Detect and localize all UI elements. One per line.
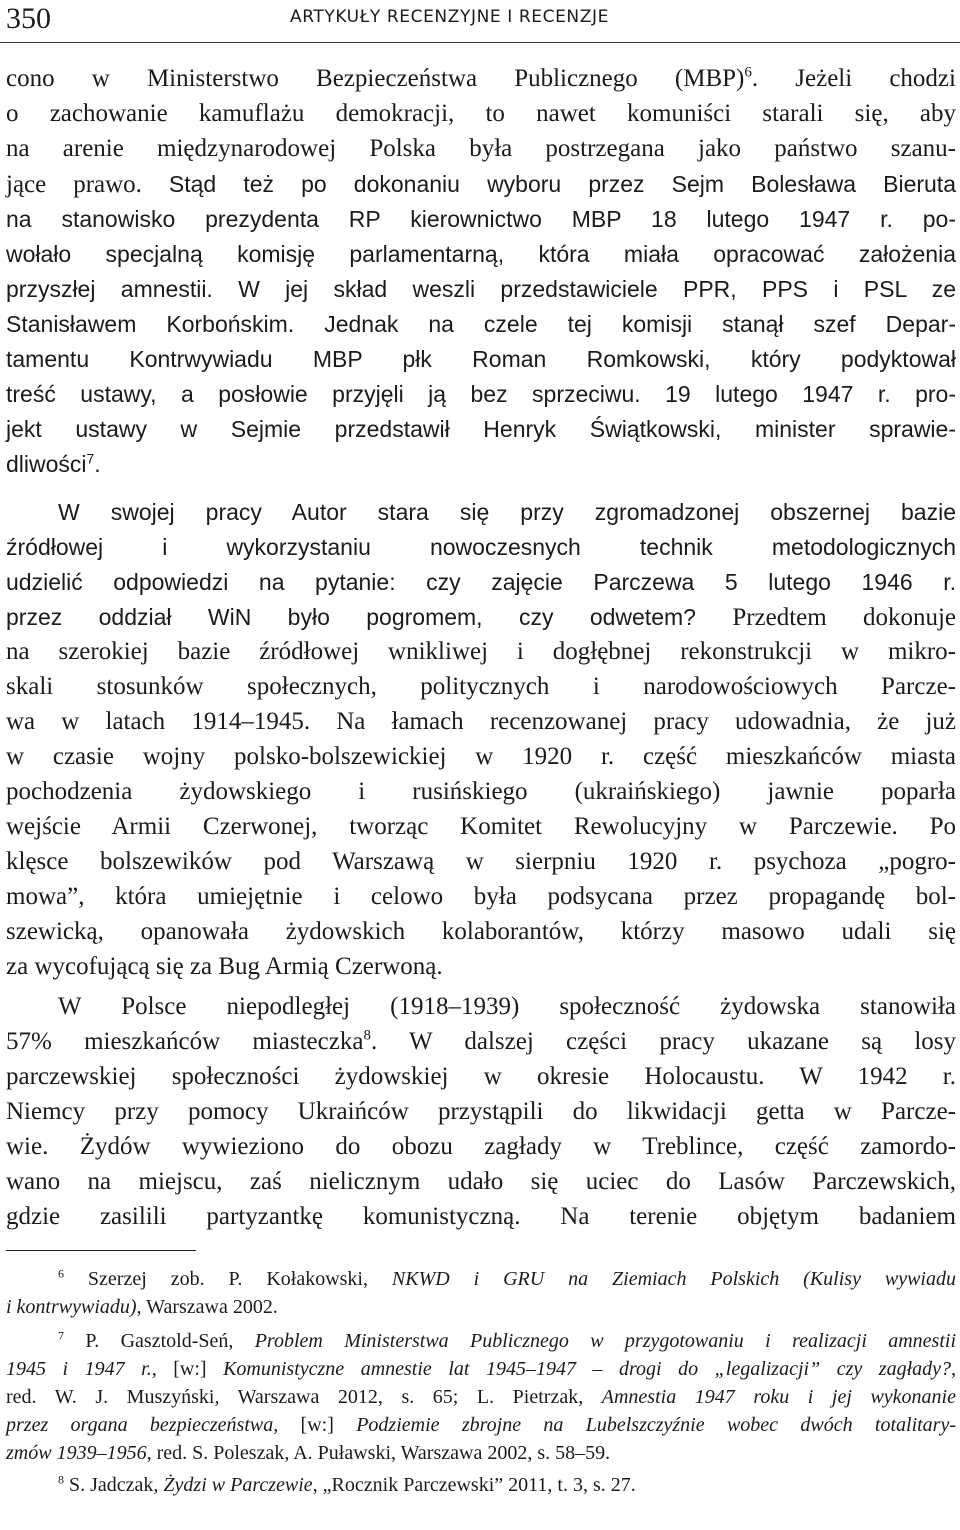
body-line: wejście Armii Czerwonej, tworząc Komitet Rewolucyjny w Parczewie. Po xyxy=(6,813,956,840)
text-run: przez oddział WiN było pogromem, czy odwetem? xyxy=(6,604,733,630)
text-run: 1945 i 1947 r. xyxy=(6,1358,152,1380)
text-run: . W dalszej części pracy ukazane są losy xyxy=(370,1028,956,1055)
text-run: dliwości xyxy=(6,451,87,477)
text-run: Żydzi w Parczewie xyxy=(163,1474,313,1496)
body-line: gdzie zasilili partyzantkę komunistyczną. Na terenie objętym badaniem xyxy=(6,1203,956,1230)
footnote-ref-8: 8 xyxy=(363,1027,371,1044)
footnote-ref-6: 6 xyxy=(744,64,752,81)
body-line: w czasie wojny polsko-bolszewickiej w 1920 r. część mieszkańców miasta xyxy=(6,743,956,770)
text-run: , xyxy=(951,1358,957,1380)
text-run: Problem Ministerstwa Publicznego w przygotowaniu i realizacji amnestii xyxy=(254,1330,956,1352)
footnote-7-cont xyxy=(6,1440,956,1467)
body-line: jekt ustawy w Sejmie przedstawił Henryk Świątkowski, minister sprawie- xyxy=(6,416,956,442)
text-run: , „Rocznik Parczewski” 2011, t. 3, s. 27. xyxy=(312,1474,636,1496)
body-line: wa w latach 1914–1945. Na łamach recenzowanej pracy udowadnia, że już xyxy=(6,708,956,735)
body-line xyxy=(6,447,956,481)
text-run: , Warszawa 2002. xyxy=(136,1296,278,1318)
text-run: Amnestia 1947 roku i jej wykonanie xyxy=(601,1386,956,1408)
body-line: wie. Żydów wywieziono do obozu zagłady w Treblince, część zamordo- xyxy=(6,1133,956,1160)
text-run: S. Jadczak, xyxy=(64,1474,164,1496)
body-line: treść ustawy, a posłowie przyjęli ją bez sprzeciwu. 19 lutego 1947 r. pro- xyxy=(6,381,956,407)
footnote-6 xyxy=(58,1266,956,1293)
text-run: przez organa bezpieczeństwa xyxy=(6,1414,274,1436)
body-line: udzielić odpowiedzi na pytanie: czy zajęcie Parczewa 5 lutego 1946 r. xyxy=(6,569,956,595)
text-run: , [w:] xyxy=(151,1358,224,1380)
footnote-8 xyxy=(58,1472,956,1499)
text-run: 57% mieszkańców miasteczka xyxy=(6,1028,364,1055)
body-line: na arenie międzynarodowej Polska była postrzegana jako państwo szanu- xyxy=(6,135,956,162)
text-run: jące prawo. xyxy=(6,171,169,198)
body-line: Niemcy przy pomocy Ukraińców przystąpili do likwidacji getta w Parcze- xyxy=(6,1098,956,1125)
body-line: na stanowisko prezydenta RP kierownictwo MBP 18 lutego 1947 r. po- xyxy=(6,206,956,232)
text-run: Komunistyczne amnestie lat 1945–1947 – drogi do „legalizacji” czy zagłady? xyxy=(223,1358,952,1380)
body-line xyxy=(6,1025,956,1059)
body-line xyxy=(6,600,956,635)
page-number: 350 xyxy=(6,2,51,35)
body-line: za wycofującą się za Bug Armią Czerwoną. xyxy=(6,953,443,980)
footnote-6-cont xyxy=(6,1294,956,1321)
text-run: , [w:] xyxy=(273,1414,357,1436)
body-line: źródłowej i wykorzystaniu nowoczesnych technik metodologicznych xyxy=(6,534,956,560)
footnote-rule xyxy=(6,1250,196,1251)
body-line xyxy=(6,62,956,96)
text-run: zmów 1939–1956 xyxy=(6,1442,147,1464)
text-run: NKWD i GRU na Ziemiach Polskich (Kulisy wywiadu xyxy=(391,1268,956,1290)
body-line: skali stosunków społecznych, politycznych i narodowościowych Parcze- xyxy=(6,673,956,700)
page-header xyxy=(0,0,960,46)
text-run: i kontrwywiadu) xyxy=(6,1296,137,1318)
body-line: parczewskiej społeczności żydowskiej w okresie Holocaustu. W 1942 r. xyxy=(6,1063,956,1090)
body-line: pochodzenia żydowskiego i rusińskiego (ukraińskiego) jawnie poparła xyxy=(6,778,956,805)
footnote-7-cont xyxy=(6,1412,956,1439)
body-line: na szerokiej bazie źródłowej wnikliwej i dogłębnej rekonstrukcji w mikro- xyxy=(6,638,956,665)
text-run: Szerzej zob. P. Kołakowski, xyxy=(64,1268,392,1290)
text-run: Przedtem dokonuje xyxy=(732,604,956,631)
text-run: Stąd też po dokonaniu wyboru przez Sejm Bolesława Bieruta xyxy=(168,171,956,197)
body-line: mowa”, która umiejętnie i celowo była podsycana przez propagandę bol- xyxy=(6,883,956,910)
text-run: , red. S. Poleszak, A. Puławski, Warszawa 2002, s. 58–59. xyxy=(146,1442,611,1464)
text-run: red. W. J. Muszyński, Warszawa 2012, s. 65; L. Pietrzak, xyxy=(6,1386,602,1408)
body-line: W swojej pracy Autor stara się przy zgromadzonej obszernej bazie xyxy=(58,499,956,525)
text-run: P. Gasztold-Seń, xyxy=(64,1330,255,1352)
footnote-7-cont xyxy=(6,1356,956,1383)
running-head: ARTYKUŁY RECENZYJNE I RECENZJE xyxy=(290,7,609,27)
footnote-7-cont xyxy=(6,1384,956,1411)
text-run: Podziemie zbrojne na Lubelszczyźnie wobec dwóch totalitary- xyxy=(356,1414,957,1436)
body-line: tamentu Kontrwywiadu MBP płk Roman Romkowski, który podyktował xyxy=(6,346,956,372)
body-line xyxy=(6,167,956,202)
body-line: o zachowanie kamuflażu demokracji, to nawet komuniści starali się, aby xyxy=(6,100,956,127)
body-line: szewicką, opanowała żydowskich kolaborantów, którzy masowo udali się xyxy=(6,918,956,945)
footnote-7 xyxy=(58,1328,956,1355)
body-line: klęsce bolszewików pod Warszawą w sierpniu 1920 r. psychoza „pogro- xyxy=(6,848,956,875)
text-run: . xyxy=(94,451,101,477)
body-line: wołało specjalną komisję parlamentarną, która miała opracować założenia xyxy=(6,241,956,267)
footnote-ref-7: 7 xyxy=(86,451,95,467)
body-line: W Polsce niepodległej (1918–1939) społeczność żydowska stanowiła xyxy=(58,993,956,1020)
footnote-number: 7 xyxy=(58,1328,64,1343)
body-line: przyszłej amnestii. W jej skład weszli przedstawiciele PPR, PPS i PSL ze xyxy=(6,276,956,302)
text-run: cono w Ministerstwo Bezpieczeństwa Publicznego (MBP) xyxy=(6,65,745,92)
text-run: . Jeżeli chodzi xyxy=(751,65,956,92)
body-line: Stanisławem Korbońskim. Jednak na czele tej komisji stanął szef Depar- xyxy=(6,311,956,337)
body-line: wano na miejscu, zaś nielicznym udało się uciec do Lasów Parczewskich, xyxy=(6,1168,956,1195)
header-rule xyxy=(0,42,960,43)
footnote-number: 6 xyxy=(58,1266,64,1281)
footnote-number: 8 xyxy=(58,1472,64,1487)
